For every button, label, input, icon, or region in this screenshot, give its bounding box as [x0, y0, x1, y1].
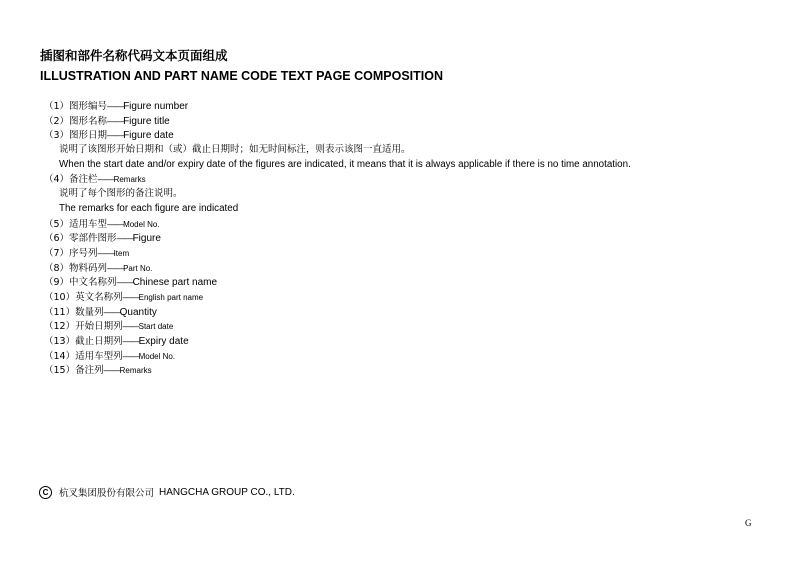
item-separator: ——: [122, 336, 139, 346]
item-separator: ——: [107, 262, 124, 273]
item-number: （13）: [44, 336, 76, 347]
item-number: （5）: [44, 218, 70, 230]
item-chinese-label: 图形编号: [69, 101, 108, 112]
item-separator: ——: [97, 174, 114, 185]
figure-date-note-chinese: 说明了该图形开始日期和（或）截止日期时；如无时间标注，则表示该图一直适用。: [59, 144, 411, 156]
item-number: （2）: [44, 115, 70, 127]
item-chinese-label: 英文名称列: [75, 291, 123, 303]
list-item: [44, 128, 631, 143]
item-chinese-label: 适用车型: [69, 218, 108, 230]
item-separator: ——: [122, 291, 139, 302]
item-chinese-label: 图形日期: [69, 130, 108, 142]
item-english-label: Part No.: [123, 263, 153, 273]
item-number: （9）: [44, 277, 70, 289]
item-number: （12）: [44, 321, 76, 333]
item-separator: ——: [97, 247, 114, 258]
item-english-label: Chinese part name: [132, 277, 218, 289]
item-english-label: Remarks: [113, 175, 146, 185]
list-item: [44, 319, 631, 334]
list-item: [44, 363, 631, 378]
remarks-note-chinese: 说明了每个图形的备注说明。: [59, 188, 183, 200]
item-separator: ——: [107, 115, 124, 126]
item-chinese-label: 序号列: [69, 247, 98, 259]
list-item: [44, 349, 631, 364]
item-number: （7）: [44, 247, 70, 259]
item-english-label: Item: [113, 248, 130, 258]
page-title-chinese: 插图和部件名称代码文本页面组成: [40, 48, 228, 63]
item-english-label: Model No.: [123, 219, 160, 229]
item-number: （6）: [44, 233, 70, 245]
copyright-icon: C: [39, 486, 52, 499]
item-number: （11）: [44, 306, 76, 318]
list-item: [44, 231, 631, 246]
item-chinese-label: 物料码列: [69, 262, 108, 274]
list-item: [44, 261, 631, 276]
item-english-label: English part name: [138, 292, 204, 302]
item-english-label: Start date: [138, 322, 174, 332]
item-chinese-label: 图形名称: [69, 115, 108, 127]
company-name-english: HANGCHA GROUP CO., LTD.: [159, 486, 295, 498]
item-chinese-label: 零部件图形: [69, 233, 117, 245]
item-separator: ——: [122, 350, 139, 361]
list-item: [44, 275, 631, 290]
footer: [39, 485, 295, 499]
list-item: [44, 246, 631, 261]
item-english-label: Figure title: [123, 115, 170, 127]
item-number: （15）: [44, 365, 76, 377]
item-chinese-label: 备注栏: [69, 174, 98, 186]
item-separator: ——: [107, 101, 124, 111]
list-item: [44, 114, 631, 129]
page-letter: G: [745, 518, 752, 528]
item-chinese-label: 适用车型列: [75, 350, 123, 362]
item-chinese-label: 截止日期列: [75, 336, 123, 347]
list-item: [44, 172, 631, 187]
item-english-label: Remarks: [119, 366, 152, 376]
item-chinese-label: 备注列: [75, 365, 104, 377]
item-english-label: Figure number: [123, 101, 189, 112]
list-item: [44, 217, 631, 232]
item-number: （4）: [44, 174, 70, 186]
item-separator: ——: [107, 130, 124, 141]
item-number: （1）: [44, 101, 70, 112]
item-english-label: Model No.: [138, 351, 176, 361]
composition-list: [44, 99, 631, 378]
item-separator: ——: [107, 218, 124, 229]
list-item: [44, 334, 631, 349]
list-item: [44, 290, 631, 305]
item-english-label: Quantity: [119, 306, 157, 318]
company-name-chinese: 杭叉集团股份有限公司: [59, 488, 155, 499]
item-number: （10）: [44, 291, 76, 303]
item-english-label: Figure date: [123, 130, 174, 142]
item-separator: ——: [122, 321, 139, 332]
figure-date-note-english: When the start date and/or expiry date of the figures are indicated, it means that it is always applicable if there is no time annotation.: [59, 158, 631, 170]
item-number: （14）: [44, 350, 76, 362]
item-chinese-label: 数量列: [75, 306, 104, 318]
list-item: [44, 99, 631, 114]
item-separator: ——: [103, 306, 120, 317]
item-chinese-label: 中文名称列: [69, 277, 117, 289]
remarks-note-english: The remarks for each figure are indicated: [59, 202, 239, 214]
item-separator: ——: [103, 365, 120, 376]
item-english-label: Expiry date: [138, 336, 189, 347]
item-separator: ——: [116, 277, 133, 288]
item-chinese-label: 开始日期列: [75, 321, 123, 333]
item-number: （3）: [44, 130, 70, 142]
item-number: （8）: [44, 262, 70, 274]
item-separator: ——: [116, 233, 133, 244]
list-item: [44, 305, 631, 320]
page-title-english: ILLUSTRATION AND PART NAME CODE TEXT PAGE COMPOSITION: [40, 69, 444, 83]
item-english-label: Figure: [132, 233, 161, 245]
